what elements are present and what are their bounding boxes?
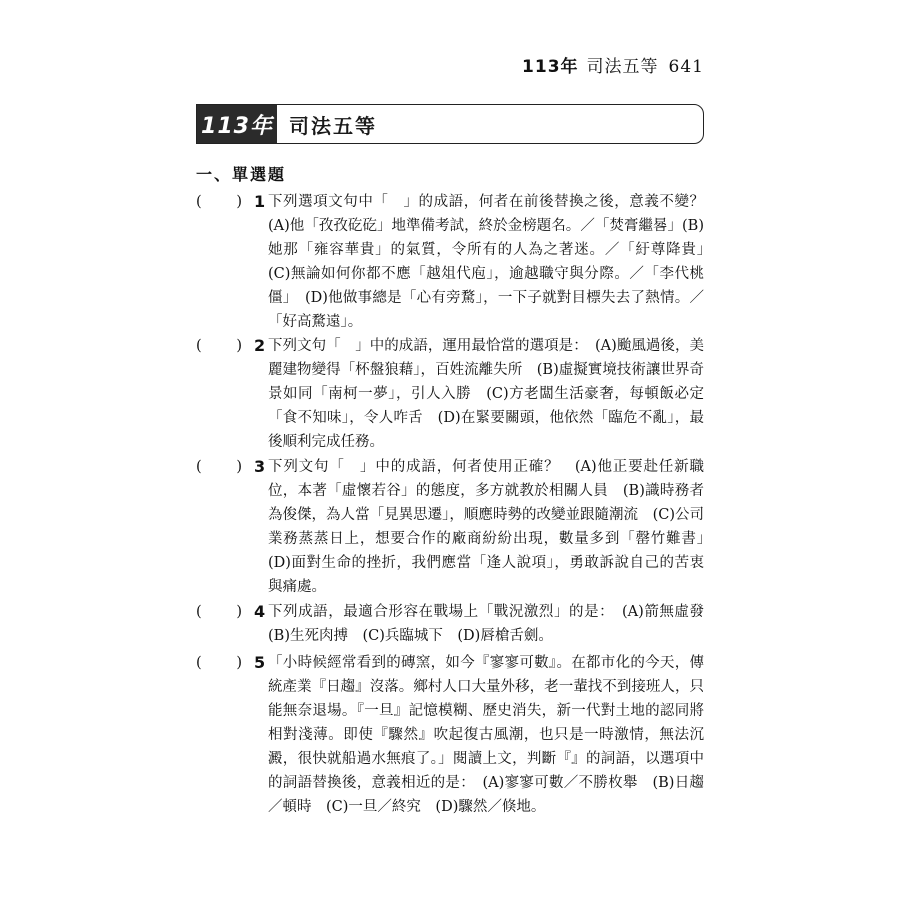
question-text: 下列文句「 」中的成語，運用最恰當的選項是： (A)颱風過後，美麗建物變得「杯盤狼藉」，百姓流離失所 (B)虛擬實境技術讓世界奇景如同「南柯一夢」，引人入勝 (C)方老闆生活豪奢，每頓飯必定「食不知味」，令人咋舌 (D)在緊要關頭，他依然「臨危不亂」，最後順利完成任務。: [268, 338, 704, 450]
question-text: 下列成語，最適合形容在戰場上「戰況激烈」的是： (A)箭無虛發 (B)生死肉搏 (C)兵臨城下 (D)唇槍舌劍。: [268, 604, 719, 644]
question-text: 下列選項文句中「 」的成語，何者在前後替換之後，意義不變？(A)他「孜孜矻矻」地準備考試，終於金榜題名。／「焚膏繼晷」(B)她那「雍容華貴」的氣質，令所有的人為之著迷。／「紆尊降貴」 (C)無論如何你都不應「越俎代庖」，逾越職守與分際。／「李代桃僵」 (D)他做事總是「心有旁騖」，一下子就對目標失去了熱情。／「好高騖遠」。: [268, 194, 719, 330]
banner-title: 司法五等: [289, 113, 377, 138]
question-number: 1: [254, 192, 266, 211]
question-number: 2: [254, 336, 266, 355]
chapter-banner: [196, 104, 704, 144]
page-number: 641: [668, 57, 704, 77]
running-header-year: 113年: [522, 57, 579, 77]
question-number: 3: [254, 457, 266, 476]
question-number: 4: [254, 602, 266, 621]
answer-blank: ( ): [196, 655, 242, 671]
question-text: 「小時候經常看到的磚窯，如今『寥寥可數』。在都市化的今天，傳統產業『日趨』沒落。鄉村人口大量外移，老一輩找不到接班人，只能無奈退場。『一旦』記憶模糊、歷史消失，新一代對土地的認同將相對淺薄。即使『驟然』吹起復古風潮，也只是一時激情，無法沉澱，很快就船過水無痕了。」閱讀上文，判斷『』的詞語，以選項中的詞語替換後，意義相近的是： (A)寥寥可數／不勝枚舉 (B)日趨／頓時 (C)一旦／終究 (D)驟然／倏地。: [268, 655, 704, 815]
banner-year: 113年: [197, 105, 277, 143]
answer-blank: ( ): [196, 604, 242, 620]
question-number: 5: [254, 653, 266, 672]
answer-blank: ( ): [196, 194, 242, 210]
question-text: 下列文句「 」中的成語，何者使用正確？ (A)他正要赴任新職位，本著「虛懷若谷」的態度，多方就教於相關人員 (B)識時務者為俊傑，為人當「見異思遷」，順應時勢的改變並跟隨潮流 (C)公司業務蒸蒸日上，想要合作的廠商紛紛出現，數量多到「罄竹難書」 (D)面對生命的挫折，我們應當「逢人說項」，勇敢訴說自己的苦衷與痛處。: [268, 459, 719, 595]
answer-blank: ( ): [196, 459, 242, 475]
answer-blank: ( ): [196, 338, 242, 354]
section-heading: 一、單選題: [196, 165, 287, 184]
running-header: [522, 52, 704, 77]
running-header-title: 司法五等: [586, 57, 659, 77]
